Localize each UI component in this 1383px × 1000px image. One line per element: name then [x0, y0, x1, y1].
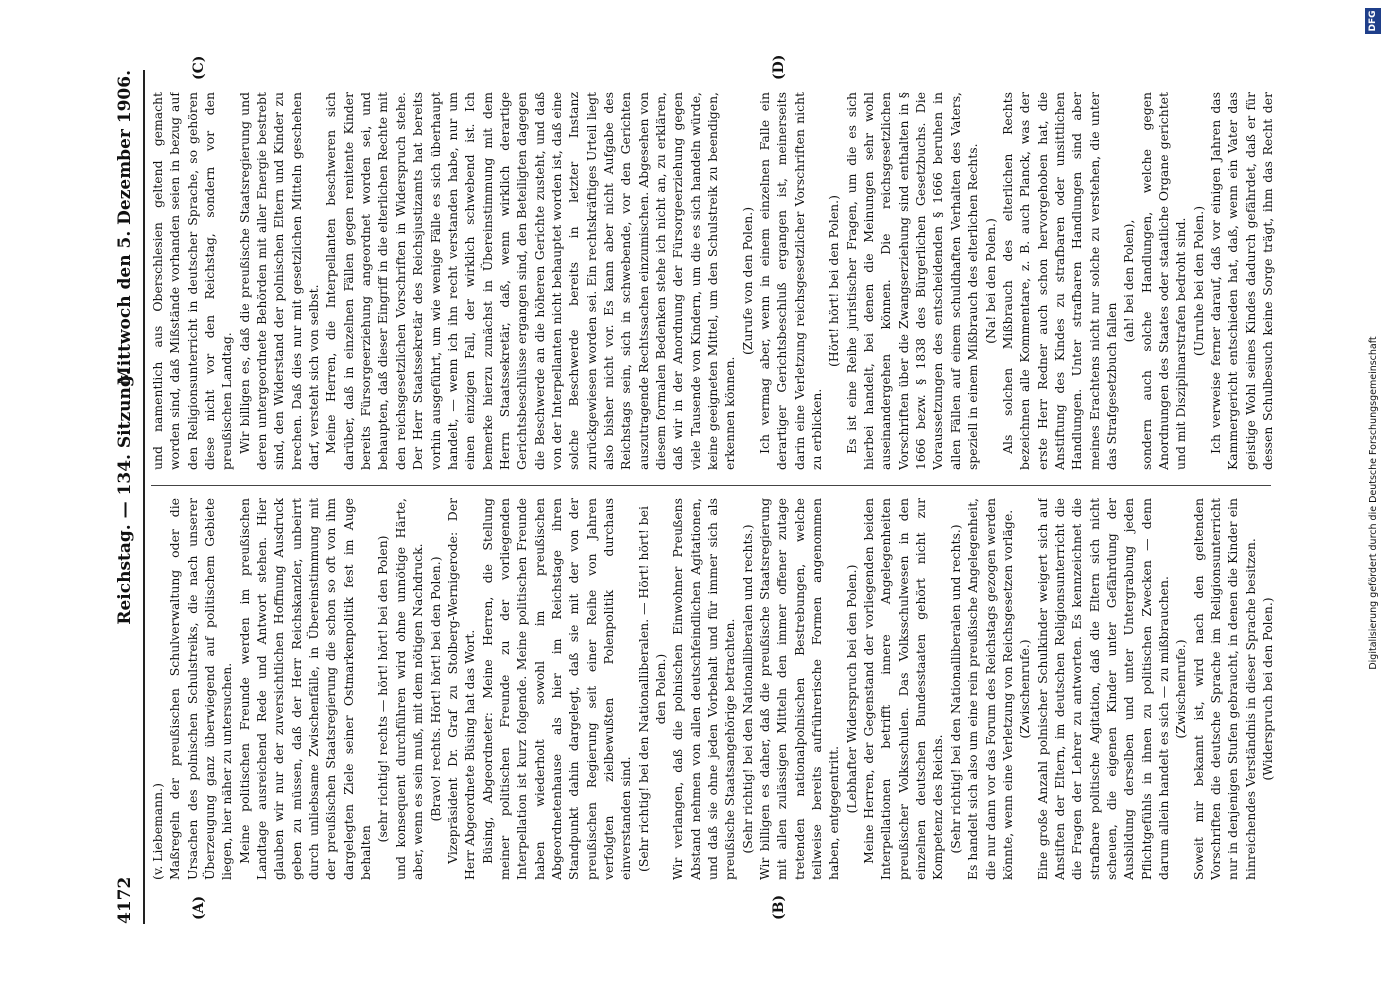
right-column [149, 92, 1275, 470]
interjection: (Zurufe von den Polen.) [739, 206, 755, 356]
margin-marker-c: (C) [191, 55, 207, 80]
paragraph: Soweit mir bekannt ist, wird nach den geltenden Vorschriften die deutsche Sprache im Religionsunterricht nur in denjenigen Stufen gebraucht, in denen die Kinder ein hinreichendes Verständnis in dieser Sprache besitzen. [1190, 498, 1258, 880]
paragraph: Wir billigen es daher, daß die preußische Staatsregierung mit allen zulässigen Mitteln den immer offener zutage tretenden nationalpolnischen Bestrebungen, welche teilweise bereits aufrührerische Formen angenommen haben, entgegentritt. [757, 498, 842, 880]
paragraph: Wir verlangen, daß die polnischen Einwohner Preußens Abstand nehmen von allen deutschfeindlichen Agitationen, und daß sie ohne jeden Vorbehalt und für immer sich als preußische Staatsangehörige betrachten. [670, 498, 738, 880]
interjection: (Sehr richtig! bei den Nationalliberalen. — Hört! hört! bei den Polen.) [635, 506, 668, 872]
paragraph: Büsing, Abgeordneter: Meine Herren, die Stellung meiner politischen Freunde zu der vorliegenden Interpellation ist kurz folgende. Meine politischen Freunde haben wiederholt sowohl im preußischen Abgeordnetenhause als hier im Reichstage ihren Standpunkt dahin dargelegt, daß sie mit der von der preußischen Regierung seit einer Reihe von Jahren verfolgten zielbewußten Polenpolitik durchaus einverstanden sind. [479, 498, 634, 880]
paragraph: Wir billigen es, daß die preußische Staatsregierung und deren untergeordnete Behörden mit aller Energie bestrebt sind, den Widerstand der polnischen Eltern und Kinder zu brechen. Daß dies nur mit gesetzlichen Mitteln geschehen darf, versteht sich von selbst. [236, 92, 322, 470]
paragraph: Vizepräsident Dr. Graf zu Stolberg-Wernigerode: Der Herr Abgeordnete Büsing hat das Wort. [444, 498, 478, 880]
interjection: (Lebhafter Widerspruch bei den Polen.) [843, 564, 859, 814]
credit-text: Digitalisierung gefördert durch die Deutsche Forschungsgemeinschaft [1368, 336, 1379, 670]
header-session: Reichstag. — 134. Sitzung. [115, 369, 135, 625]
margin-marker-d: (D) [771, 54, 787, 80]
paragraph: (v. Liebemann.) [150, 783, 165, 880]
interjection: (Hört! hört! bei den Polen.) [826, 195, 842, 367]
margin-marker-a: (A) [191, 895, 207, 920]
paragraph: Maßregeln der preußischen Schulverwaltung oder die Ursachen des polnischen Schulstreiks, die nach unserer Überzeugung ganz überwiegend auf politischem Gebiete liegen, hier näher zu untersuchen. [167, 498, 235, 880]
paragraph: Meine politischen Freunde werden im preußischen Landtage ausreichend Rede und Antwort stehen. Hier glauben wir nur der zuversichtlichen Hoffnung Ausdruck geben zu müssen, daß der Herr Reichskanzler, unbeirrt durch unliebsame Zwischenfälle, in Übereinstimmung mit der preußischen Staatsregierung die schon so oft von ihm dargelegten Ziele seiner Ostmarkenpolitik fest im Auge behalten [236, 498, 374, 880]
dfg-logo [1365, 8, 1381, 34]
paragraph: und namentlich aus Oberschlesien geltend gemacht worden sind, daß Mißstände vorhanden seien in bezug auf den Religionsunterricht in deutscher Sprache, so gehören diese nicht vor den Reichstag, sondern vor den preußischen Landtag. [150, 92, 235, 470]
paragraph: Ich vermag aber, wenn in einem einzelnen Falle ein derartiger Gerichtsbeschluß ergangen ist, meinerseits darin eine Verletzung reichsgesetzlicher Vorschriften nicht zu erblicken. [757, 92, 825, 470]
interjection: (Widerspruch bei den Polen.) [1260, 597, 1275, 781]
dfg-logo-text: DFG [1368, 10, 1378, 32]
paragraph: Meine Herren, die Interpellanten beschweren sich darüber, daß in einzelnen Fällen gegen renitente Kinder bereits Fürsorgeerziehung angeordnet worden sei, und behaupten, daß dieser Eingriff in die elterlichen Rechte mit den reichsgesetzlichen Vorschriften in Widerspruch stehe. Der Herr Staatssekretär des Reichsjustizamts hat bereits vorhin ausgeführt, um wie wenige Fälle es sich überhaupt handelt, — wenn ich ihn recht verstanden habe, nur um einen einzigen Fall, der wirklich schwebend ist. Ich bemerke hierzu zunächst in Übereinstimmung mit dem Herrn Staatssekretär, daß, wenn wirklich derartige Gerichtsbeschlüsse ergangen sind, den Beteiligten dagegen die Beschwerde an die höheren Gerichte zusteht, und daß von der Interpellanten nicht behauptet worden ist, daß eine solche Beschwerde bereits in letzter Instanz zurückgewiesen worden sei. Ein rechtskräftiges Urteil liegt also bisher nicht vor. Es kann aber nicht Aufgabe des Reichstags sein, sich in schwebende, vor den Gerichten auszutragende Rechtssachen einzumischen. Abgesehen von diesem formalen Bedenken stehe ich nicht an, zu erklären, daß wir in der Anordnung der Fürsorgeerziehung gegen viele Tausende von Kindern, um die es sich handeln würde, keine geeigneten Mittel, um den Schulstreik zu beendigen, erkennen können. [323, 92, 738, 470]
interjection: (Sehr richtig! bei den Nationalliberalen und rechts.) [947, 524, 963, 854]
column-divider [151, 485, 1271, 486]
left-column [149, 498, 1275, 880]
paragraph: Meine Herren, der Gegenstand der vorliegenden beiden Interpellationen betrifft innere Angelegenheiten preußischer Volksschulen. Das Volksschulwesen in den einzelnen deutschen Bundesstaaten gehört nicht zur Kompetenz des Reichs. [861, 498, 946, 880]
margin-marker-b: (B) [771, 894, 787, 920]
paragraph: Ich verweise ferner darauf, daß vor einigen Jahren das Kammergericht entschieden hat, daß, wenn ein Vater das geistige Wohl seines Kindes dadurch gefährdet, daß er für dessen Schulbesuch keine Sorge trägt, ihm das Recht der [1207, 92, 1275, 470]
interjection: (ah! bei den Polen), [1121, 219, 1137, 343]
interjection: (Na! bei den Polen.) [982, 218, 998, 344]
interjection: (Zwischenrufe.) [1173, 639, 1189, 739]
interjection: (Unruhe bei den Polen.) [1190, 205, 1206, 357]
document-page [71, 40, 1311, 960]
paragraph: Es handelt sich also um eine rein preußische Angelegenheit, die nur dann vor das Forum des Reichstags gezogen werden könnte, wenn eine Verletzung von Reichsgesetzen vorläge. [965, 498, 1015, 880]
digitization-credit [1367, 8, 1381, 998]
page-number: 4172 [115, 876, 135, 924]
interjection: (Bravo! rechts. Hört! hört! bei den Polen.) [427, 556, 443, 822]
paragraph: Es ist eine Reihe juristischer Fragen, um die es sich hierbei handelt, bei denen die Meinungen sehr wohl auseinandergehen können. Die reichsgesetzlichen Vorschriften über die Zwangserziehung sind enthalten in § 1666 bezw. § 1838 des Bürgerlichen Gesetzbuchs. Die Voraussetzungen des entscheidenden § 1666 beruhen in allen Fällen auf einem schuldhaften Verhalten des Vaters, speziell in einem Mißbrauch des elterlichen Rechts. [843, 92, 981, 470]
paragraph: und konsequent durchführen wird ohne unnötige Härte, aber, wenn es sein muß, mit dem nötigen Nachdruck. [392, 498, 426, 880]
paragraph: Als solchen Mißbrauch des elterlichen Rechts bezeichnen alle Kommentare, z. B. auch Planck, was der erste Herr Redner auch schon hervorgehoben hat, die Anstiftung des Kindes zu strafbaren oder unsittlichen Handlungen. Unter strafbaren Handlungen sind aber meines Erachtens nicht nur solche zu verstehen, die unter das Strafgesetzbuch fallen [999, 92, 1119, 470]
page-header [115, 70, 141, 924]
interjection: (Zwischenrufe.) [1017, 639, 1033, 739]
paragraph: Eine große Anzahl polnischer Schulkinder weigert sich auf Anstiften der Eltern, im deutschen Religionsunterricht die die Fragen der Lehrer zu antworten. Es kennzeichnet die strafbare politische Agitation, daß die Eltern sich nicht scheuen, die eigenen Kinder unter Gefährdung der Ausbildung derselben und unter Untergrabung jeden Pflichtgefühls in ihnen zu politischen Zwecken — denn darum allein handelt es sich — zu mißbrauchen. [1034, 498, 1171, 880]
header-date: Mittwoch den 5. Dezember 1906. [115, 70, 135, 386]
header-rule [143, 70, 145, 924]
interjection: (Sehr richtig! bei den Nationalliberalen und rechts.) [739, 524, 755, 854]
paragraph: sondern auch solche Handlungen, welche gegen Anordnungen des Staates oder staatliche Organe gerichtet und mit Disziplinarstrafen bedroht sind. [1138, 92, 1189, 470]
interjection: (sehr richtig! rechts — hört! hört! bei den Polen) [375, 535, 391, 843]
